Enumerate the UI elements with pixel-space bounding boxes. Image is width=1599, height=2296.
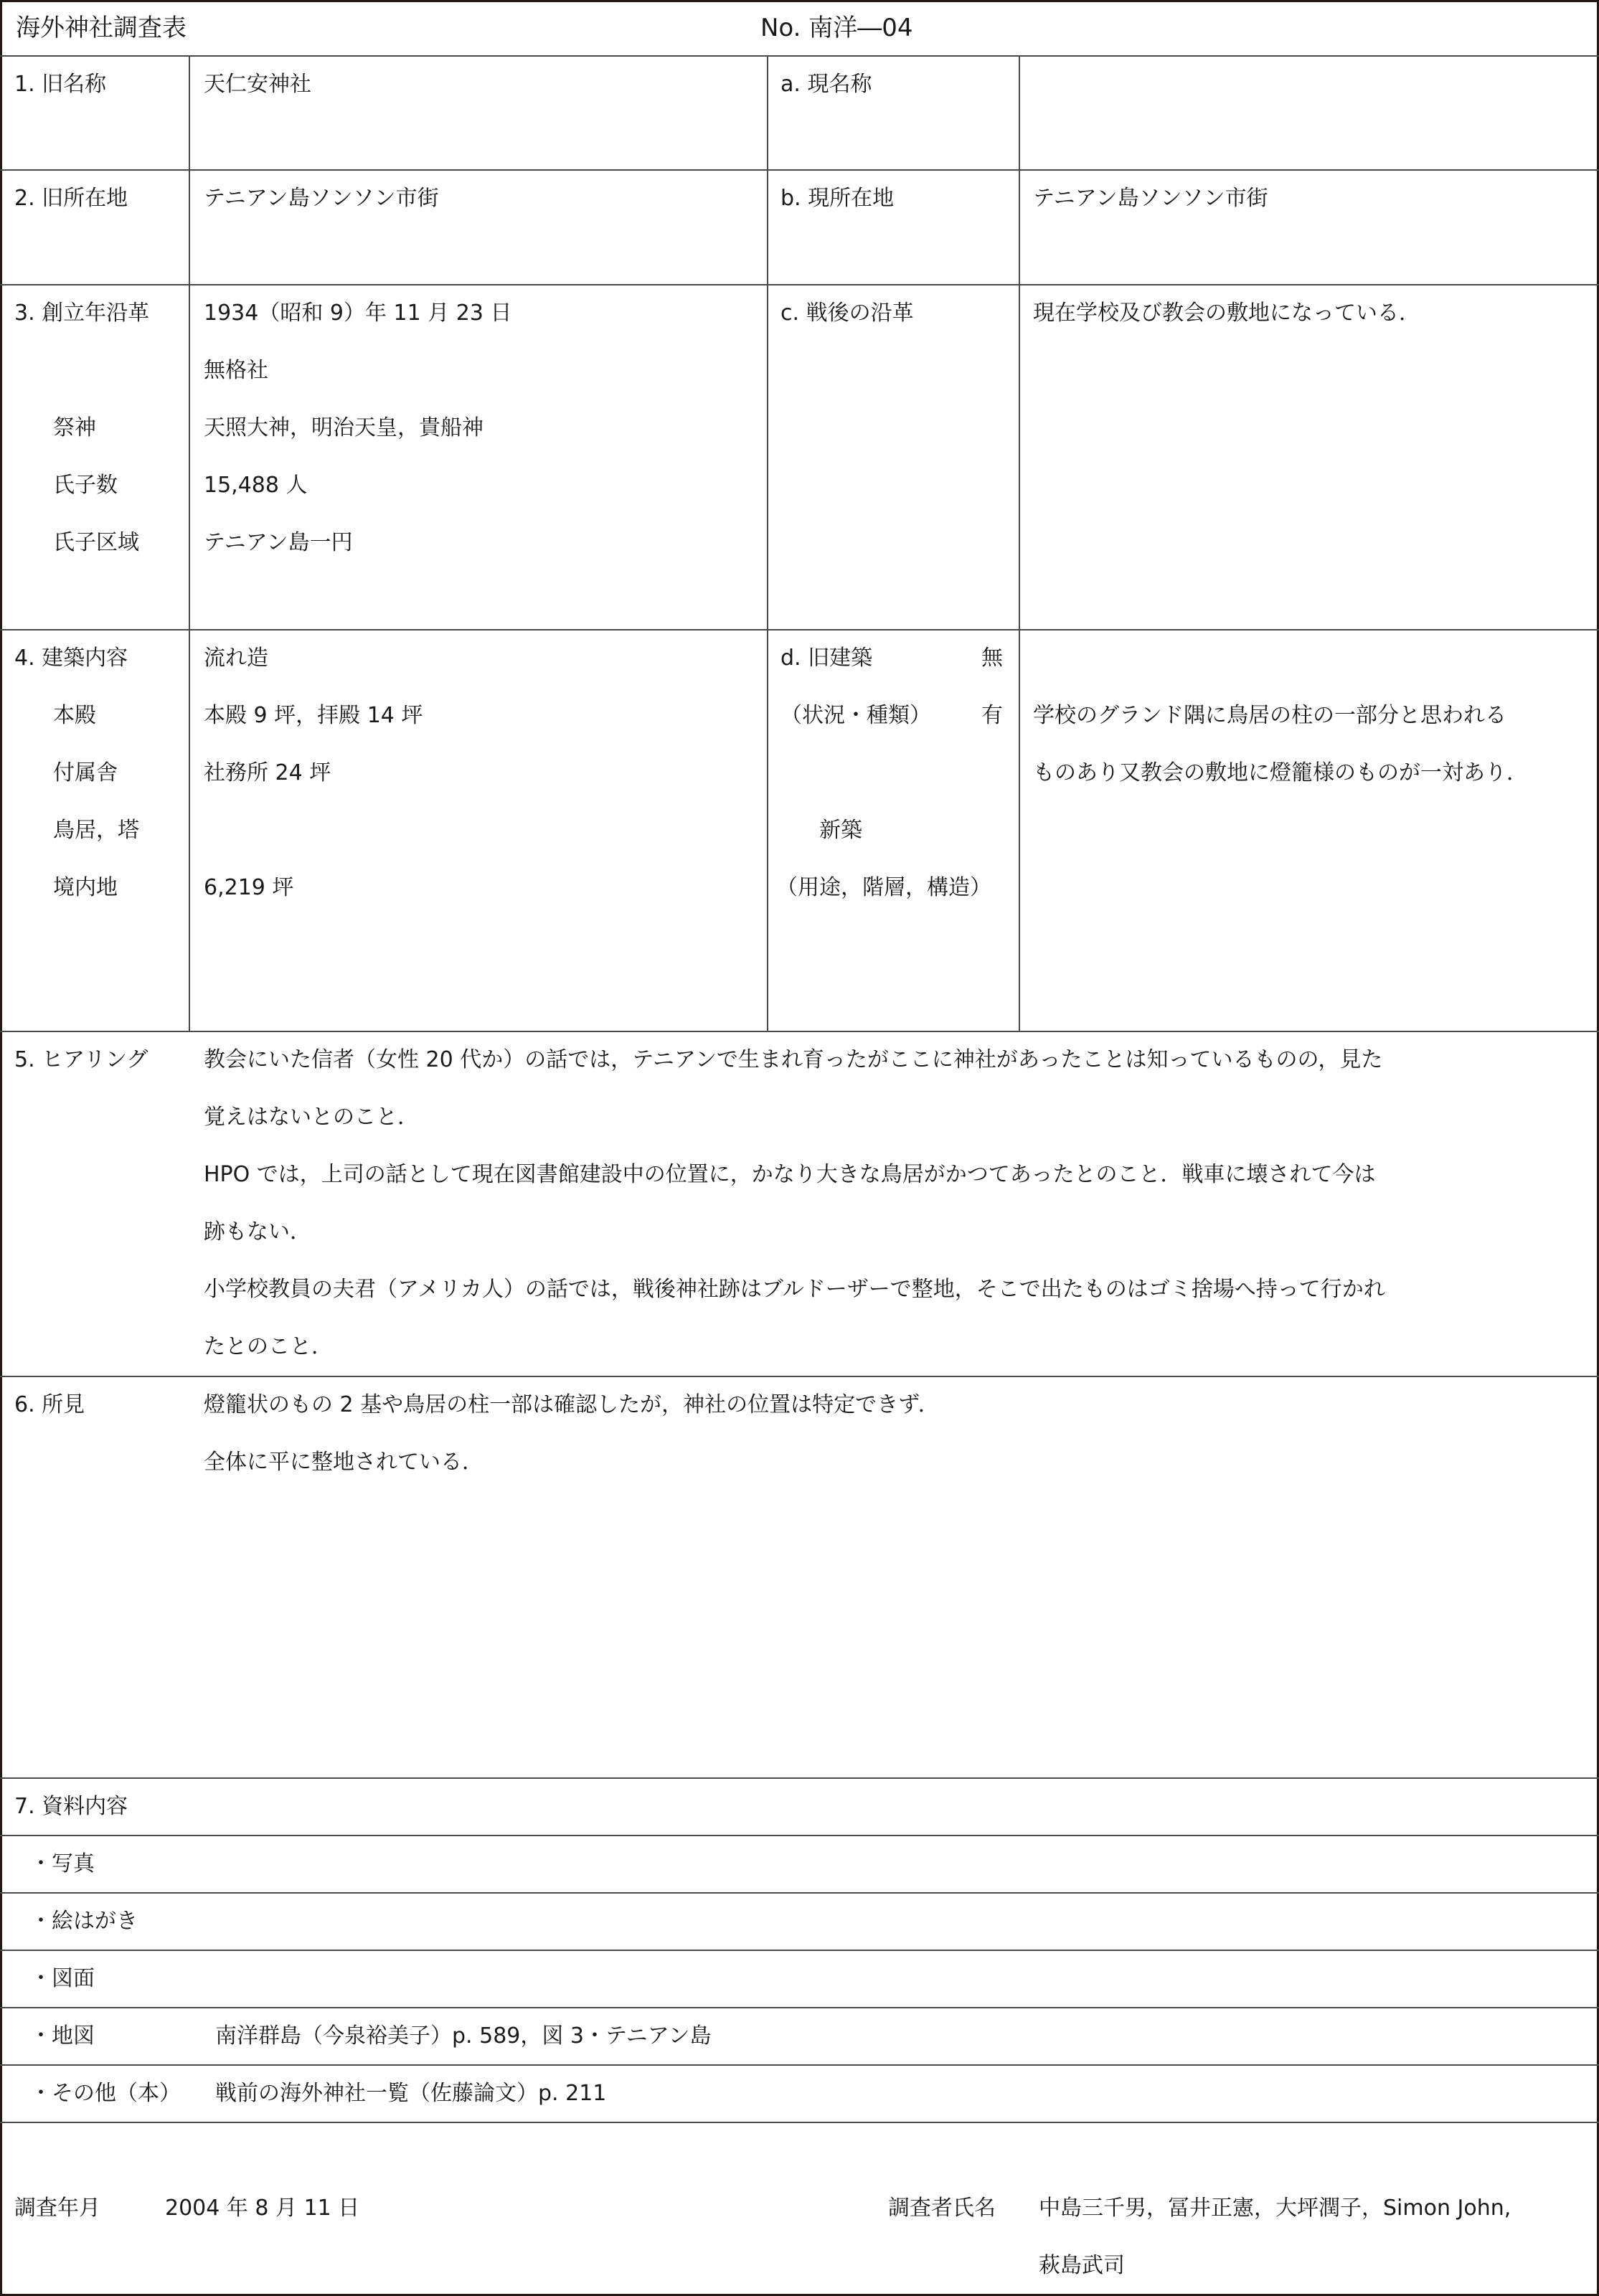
col-rule-3 <box>1019 55 1020 1031</box>
s4-grounds-label: 境内地 <box>53 875 118 900</box>
rule-other <box>0 2122 1599 2123</box>
rule-s2 <box>0 284 1599 285</box>
s7-drawing-label: ・図面 <box>30 1966 95 1991</box>
rule-header <box>0 55 1599 57</box>
rule-photo <box>0 1892 1599 1894</box>
s1-sub-label: a. 現名称 <box>780 72 872 97</box>
s7-postcard-label: ・絵はがき <box>30 1909 138 1934</box>
rule-s3 <box>0 629 1599 630</box>
s1-label: 1. 旧名称 <box>14 72 107 97</box>
s4-sub-label: d. 旧建築 <box>780 646 873 671</box>
footer-surveyor-line1: 中島三千男，冨井正憲，大坪潤子，Simon John, <box>1039 2196 1511 2221</box>
s7-label: 7. 資料内容 <box>14 1794 128 1819</box>
footer-date-label: 調査年月 <box>14 2196 100 2221</box>
s4-torii-label: 鳥居，塔 <box>53 818 139 843</box>
form-title: 海外神社調査表 <box>16 14 187 42</box>
s5-line: 教会にいた信者（女性 20 代か）の話では，テニアンで生まれ育ったがここに神社があったことは知っているものの，見た <box>204 1047 1383 1072</box>
footer-surveyor-label: 調査者氏名 <box>888 2196 996 2221</box>
s4-honden-label: 本殿 <box>53 703 96 728</box>
s7-map-label: ・地図 <box>30 2023 95 2049</box>
s3-deity-label: 祭神 <box>53 415 96 440</box>
s3-sub-label: c. 戦後の沿革 <box>780 301 914 326</box>
s5-line: 小学校教員の夫君（アメリカ人）の話では，戦後神社跡はブルドーザーで整地，そこで出たものはゴミ捨場へ持って行かれ <box>204 1277 1385 1302</box>
s3-label: 3. 創立年沿革 <box>14 301 150 326</box>
footer-surveyor-line2: 萩島武司 <box>1039 2253 1125 2278</box>
s4-label: 4. 建築内容 <box>14 646 128 671</box>
s7-photo-label: ・写真 <box>30 1851 95 1876</box>
s3-rank: 無格社 <box>204 358 268 383</box>
s3-parishioners-label: 氏子数 <box>53 473 118 498</box>
s5-line: HPO では，上司の話として現在図書館建設中の位置に，かなり大きな鳥居がかつてあったとのこと．戦車に壊されて今は <box>204 1162 1376 1187</box>
s4-remark-line1: 学校のグランド隅に鳥居の柱の一部分と思われる <box>1033 703 1506 728</box>
s4-grounds: 6,219 坪 <box>204 875 294 900</box>
rule-s1 <box>0 169 1599 171</box>
rule-postcard <box>0 1950 1599 1951</box>
s4-remark-line2: ものあり又教会の敷地に燈籠様のものが一対あり． <box>1033 760 1528 785</box>
s3-area: テニアン島一円 <box>204 530 353 555</box>
s7-other-label: ・その他（本） <box>30 2081 181 2106</box>
s2-label: 2. 旧所在地 <box>14 186 128 211</box>
col-rule-2 <box>767 55 768 1031</box>
s5-line: たとのこと． <box>204 1334 333 1359</box>
s1-value: 天仁安神社 <box>204 72 311 97</box>
s4-status-label: （状況・種類） <box>780 703 931 728</box>
s4-annex-label: 付属舎 <box>53 760 118 785</box>
rule-map <box>0 2064 1599 2066</box>
col-rule-1 <box>189 55 190 1031</box>
rule-s7-title <box>0 1835 1599 1836</box>
s6-line: 全体に平に整地されている． <box>204 1450 484 1475</box>
s6-label: 6. 所見 <box>14 1392 85 1417</box>
s3-founded: 1934（昭和 9）年 11 月 23 日 <box>204 301 512 326</box>
rule-s6 <box>0 1777 1599 1779</box>
s3-area-label: 氏子区域 <box>53 530 139 555</box>
s5-label: 5. ヒアリング <box>14 1047 148 1072</box>
s4-new-detail-label: （用途，階層，構造） <box>776 875 991 900</box>
s2-value: テニアン島ソンソン市街 <box>204 186 439 211</box>
s2-sub-label: b. 現所在地 <box>780 186 895 211</box>
s4-none-label: 無 <box>981 646 1003 671</box>
s3-sub-value: 現在学校及び教会の敷地になっている． <box>1033 301 1420 326</box>
footer-date-value: 2004 年 8 月 11 日 <box>165 2196 360 2221</box>
rule-s5 <box>0 1376 1599 1377</box>
s4-yes-label: 有 <box>981 703 1003 728</box>
s2-sub-value: テニアン島ソンソン市街 <box>1033 186 1268 211</box>
s4-annex: 社務所 24 坪 <box>204 760 331 785</box>
s3-deity: 天照大神，明治天皇，貴船神 <box>204 415 484 440</box>
s5-line: 跡もない． <box>204 1219 311 1244</box>
s7-map-value: 南洋群島（今泉裕美子）p. 589，図 3・テニアン島 <box>215 2023 712 2049</box>
s4-style: 流れ造 <box>204 646 268 671</box>
s5-line: 覚えはないとのこと． <box>204 1105 419 1130</box>
rule-s4 <box>0 1031 1599 1032</box>
s4-honden: 本殿 9 坪，拝殿 14 坪 <box>204 703 423 728</box>
rule-drawing <box>0 2007 1599 2008</box>
s3-parishioners: 15,488 人 <box>204 473 308 498</box>
s6-line: 燈籠状のもの 2 基や鳥居の柱一部は確認したが，神社の位置は特定できず． <box>204 1392 940 1417</box>
form-number: No. 南洋―04 <box>760 14 913 42</box>
s7-other-value: 戦前の海外神社一覧（佐藤論文）p. 211 <box>215 2081 607 2106</box>
s4-new-label: 新築 <box>819 818 862 843</box>
